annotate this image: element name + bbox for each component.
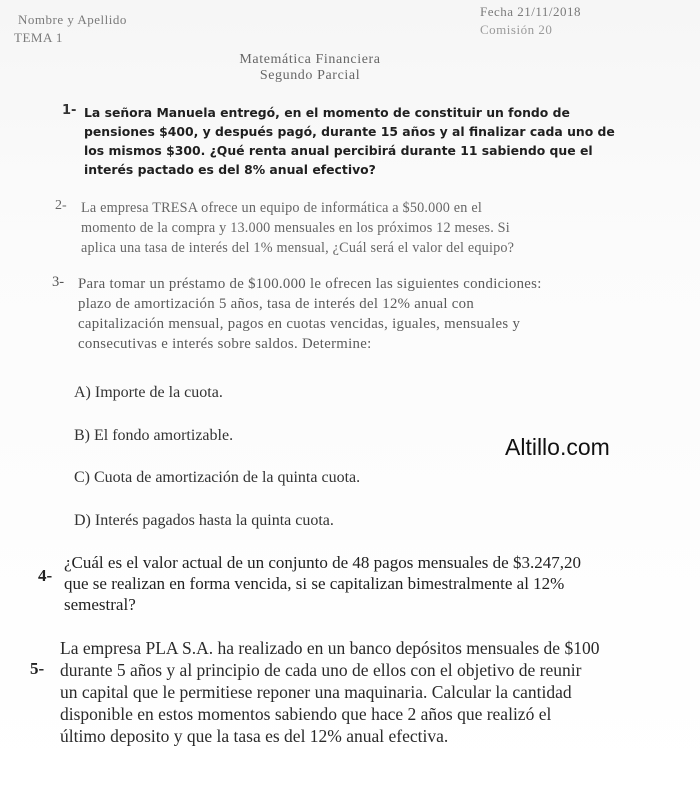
question-text xyxy=(84,103,615,179)
question-line: La señora Manuela entregó, en el momento de constituir un fondo de xyxy=(84,105,570,120)
question-line: interés pactado es del 8% anual efectivo? xyxy=(84,162,376,177)
option-a: A) Importe de la cuota. xyxy=(74,384,223,401)
commission-label: Comisión 20 xyxy=(480,22,553,37)
question-line: durante 5 años y al principio de cada uno de ellos con el objetivo de reunir xyxy=(60,660,582,680)
question-line: capitalización mensual, pagos en cuotas vencidas, iguales, mensuales y xyxy=(78,316,521,332)
question-line: un capital que le permitiese reponer una maquinaria. Calcular la cantidad xyxy=(60,682,572,702)
option-b: B) El fondo amortizable. xyxy=(74,427,234,444)
question-number: 5- xyxy=(30,659,45,678)
question-number: 4- xyxy=(38,566,53,585)
tema-label: TEMA 1 xyxy=(14,30,63,45)
question-text xyxy=(60,637,599,747)
exam-title: Segundo Parcial xyxy=(259,68,361,83)
question-line: Para tomar un préstamo de $100.000 le ofrecen las siguientes condiciones: xyxy=(78,276,542,292)
question-line: disponible en estos momentos sabiendo que hace 2 años que realizó el xyxy=(60,704,552,724)
question-line: La empresa TRESA ofrece un equipo de informática a $50.000 en el xyxy=(81,200,482,216)
question-number: 1- xyxy=(62,103,77,118)
question-line: consecutivas e interés sobre saldos. Determine: xyxy=(78,336,372,352)
question-text xyxy=(64,552,581,615)
option-c: C) Cuota de amortización de la quinta cuota. xyxy=(74,469,361,486)
question-line: pensiones $400, y después pagó, durante 15 años y al finalizar cada uno de xyxy=(84,124,615,139)
question-line: último deposito y que la tasa es del 12% anual efectiva. xyxy=(60,726,449,746)
question-line: La empresa PLA S.A. ha realizado en un banco depósitos mensuales de $100 xyxy=(60,638,600,658)
subject-title: Matemática Financiera xyxy=(239,52,381,67)
question-number: 2- xyxy=(55,198,67,213)
question-line: ¿Cuál es el valor actual de un conjunto de 48 pagos mensuales de $3.247,20 xyxy=(64,553,581,572)
question-line: momento de la compra y 13.000 mensuales en los próximos 12 meses. Si xyxy=(81,220,510,236)
question-number: 3- xyxy=(52,274,65,290)
watermark: Altillo.com xyxy=(505,434,610,460)
option-d: D) Interés pagados hasta la quinta cuota. xyxy=(74,512,334,529)
question-line: que se realizan en forma vencida, si se capitalizan bimestralmente al 12% xyxy=(64,574,565,593)
name-label: Nombre y Apellido xyxy=(18,12,127,27)
question-text xyxy=(78,274,542,354)
question-line: aplica una tasa de interés del 1% mensual, ¿Cuál será el valor del equipo? xyxy=(81,240,515,256)
question-line: plazo de amortización 5 años, tasa de interés del 12% anual con xyxy=(78,296,475,312)
date-label: Fecha 21/11/2018 xyxy=(480,4,582,19)
question-text xyxy=(81,198,514,258)
question-line: los mismos $300. ¿Qué renta anual percibirá durante 11 sabiendo que el xyxy=(84,143,593,158)
question-line: semestral? xyxy=(64,595,136,614)
